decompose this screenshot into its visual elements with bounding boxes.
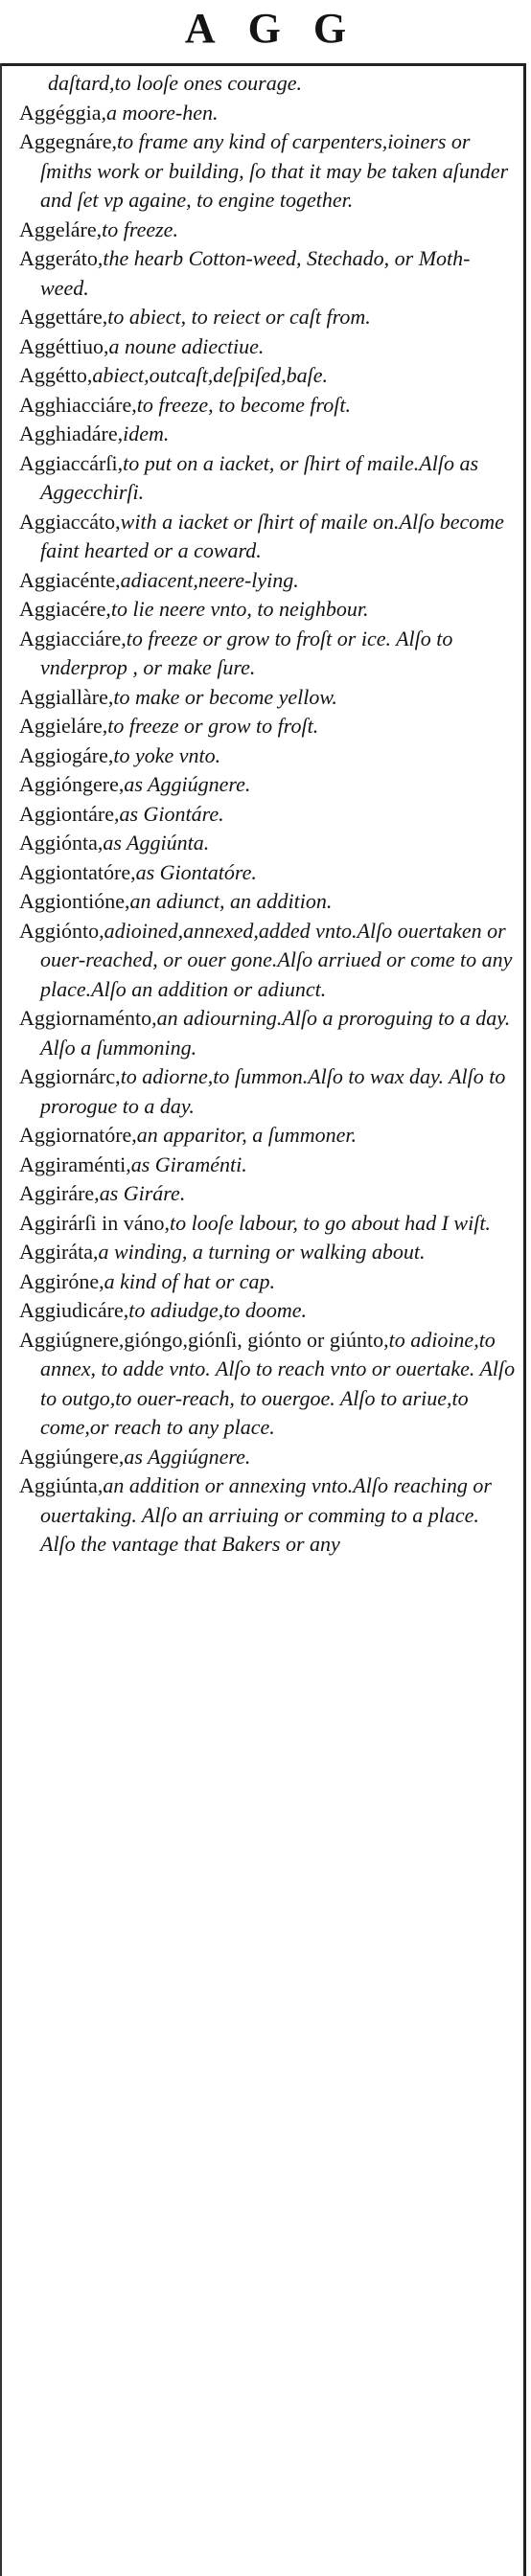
running-head: AGG	[184, 5, 380, 52]
entry-headword: Aggétto,	[19, 363, 93, 387]
entry-definition: with a iacket or ſhirt of maile on.Alſo become faint hearted or a coward.	[40, 509, 504, 562]
dictionary-entry	[19, 887, 518, 917]
entry-headword: Aggirárſi in váno,	[19, 1210, 171, 1235]
entry-definition: the hearb Cotton-weed, Stechado, or Moth-weed.	[40, 246, 471, 300]
entry-headword: Aggiornatóre,	[19, 1123, 137, 1147]
entry-definition: an addition or annexing vnto.Alſo reaching or ouertaking. Alſo an arriuing or comming to a place. Alſo the vantage that Bakers or any	[40, 1473, 492, 1556]
entry-headword: Aggeráto,	[19, 246, 104, 270]
dictionary-entry	[19, 332, 518, 362]
dictionary-entry	[19, 1062, 518, 1121]
dictionary-entry	[19, 1121, 518, 1151]
dictionary-entry	[19, 625, 518, 683]
dictionary-entry	[19, 1326, 518, 1443]
entry-definition: abiect,outcaſt,deſpiſed,baſe.	[92, 363, 328, 387]
dictionary-entry	[19, 361, 518, 391]
entry-headword: Aggéttiuo,	[19, 333, 109, 358]
entry-headword: Aggiallàre,	[19, 684, 114, 709]
dictionary-entry	[19, 566, 518, 596]
entry-definition: adioined,annexed,added vnto.Alſo ouertaken or ouer-reached, or ouer gone.Alſo arriued or come to any place.Alſo an addition or adiunct.	[40, 918, 513, 1001]
dictionary-entry	[19, 99, 518, 128]
entry-headword: Aggiúngere,	[19, 1444, 125, 1469]
dictionary-entry	[19, 420, 518, 449]
entry-headword: Aggiudicáre,	[19, 1298, 129, 1322]
entry-definition: to abiect, to reiect or caſt from.	[107, 305, 371, 329]
entry-definition: an adiourning.Alſo a proroguing to a day. Alſo a ſummoning.	[40, 1006, 511, 1060]
entry-definition: to adiorne,to ſummon.Alſo to wax day. Alſo to prorogue to a day.	[40, 1064, 506, 1118]
entry-definition: daſtard,to looſe ones courage.	[48, 71, 302, 95]
dictionary-entry	[19, 508, 518, 566]
dictionary-entry	[19, 216, 518, 245]
entry-definition: to freeze or grow to froſt.	[107, 714, 319, 738]
entry-headword: Aggióngere,	[19, 772, 125, 796]
entry-headword: Aggettáre,	[19, 305, 108, 329]
entry-definition: to freeze, to become froſt.	[136, 392, 351, 417]
page-header	[0, 0, 531, 56]
entry-headword: Aggiontáre,	[19, 801, 120, 826]
entry-definition: a moore-hen.	[106, 100, 219, 125]
entry-headword: Aggegnáre,	[19, 129, 118, 153]
continued-entry	[19, 69, 518, 99]
entry-headword: Aggiacciáre,	[19, 626, 127, 650]
dictionary-entry	[19, 1296, 518, 1326]
entry-headword: Aggiaccárſi,	[19, 450, 124, 475]
dictionary-entry	[19, 1238, 518, 1267]
dictionary-entry	[19, 244, 518, 303]
entry-headword: Aggiontióne,	[19, 889, 130, 913]
dictionary-entry	[19, 741, 518, 771]
entry-definition: as Aggiúgnere.	[124, 772, 251, 796]
entry-definition: as Aggiúnta.	[103, 831, 210, 855]
entry-definition: to put on a iacket, or ſhirt of maile.Alſo as Aggecchirſi.	[40, 450, 479, 504]
entry-headword: Aggiráta,	[19, 1240, 99, 1264]
dictionary-entry	[19, 1209, 518, 1239]
entry-headword: Aggiornaménto,	[19, 1006, 157, 1030]
dictionary-entry	[19, 449, 518, 508]
entry-headword: Aggiogáre,	[19, 742, 114, 767]
entry-definition: to freeze or grow to froſt or ice. Alſo to vnderprop , or make ſure.	[40, 626, 453, 679]
entry-definition: to lie neere vnto, to neighbour.	[110, 597, 369, 621]
entry-headword: Aggiúgnere,gióngo,giónſi, giónto or giúnto,	[19, 1327, 389, 1352]
entry-definition: an adiunct, an addition.	[129, 889, 333, 913]
dictionary-entry	[19, 858, 518, 888]
entry-definition: a noune adiectiue.	[108, 333, 265, 358]
dictionary-entry	[19, 1004, 518, 1062]
entry-headword: Aggiraménti,	[19, 1151, 131, 1176]
entry-definition: an apparitor, a ſummoner.	[136, 1123, 357, 1147]
entry-headword: Aggieláre,	[19, 714, 108, 738]
entry-headword: Aggiónto,	[19, 918, 104, 943]
entry-definition: as Giontáre.	[119, 801, 224, 826]
dictionary-entry	[19, 829, 518, 858]
entry-headword: Aggiacére,	[19, 597, 111, 621]
entry-headword: Aggiónta,	[19, 831, 104, 855]
entry-definition: as Aggiúgnere.	[124, 1444, 251, 1469]
entry-definition: as Giraménti.	[130, 1151, 247, 1176]
entry-definition: as Giráre.	[99, 1181, 186, 1205]
dictionary-entry	[19, 595, 518, 625]
entry-headword: Aggeláre,	[19, 217, 103, 241]
entry-definition: to adiudge,to doome.	[128, 1298, 307, 1322]
dictionary-entry	[19, 770, 518, 800]
entry-headword: Aggéggia,	[19, 100, 107, 125]
entry-headword: Aggiúnta,	[19, 1473, 104, 1497]
entry-headword: Aggiaccáto,	[19, 509, 121, 534]
dictionary-entry	[19, 127, 518, 216]
entry-headword: Aggiontatóre,	[19, 859, 136, 884]
entry-headword: Aggiacénte,	[19, 567, 121, 592]
entry-headword: Aggiróne,	[19, 1268, 104, 1293]
left-column-rule	[0, 63, 2, 2576]
dictionary-entry	[19, 683, 518, 713]
entry-definition: as Giontatóre.	[135, 859, 257, 884]
entry-definition: a winding, a turning or walking about.	[98, 1240, 426, 1264]
dictionary-entry	[19, 303, 518, 332]
dictionary-entry	[19, 800, 518, 830]
top-rule	[0, 63, 525, 66]
entry-definition: to looſe labour, to go about had I wiſt.	[170, 1210, 491, 1235]
entry-definition: to yoke vnto.	[113, 742, 221, 767]
dictionary-entry	[19, 1179, 518, 1209]
dictionary-entry	[19, 1443, 518, 1472]
entry-headword: Aggiornárc,	[19, 1064, 121, 1088]
entry-definition: to adioine,to annex, to adde vnto. Alſo to reach vnto or ouertake. Alſo to outgo,to ouer-reach, to ouergoe. Alſo to ariue,to come,or reach to any place.	[40, 1327, 516, 1439]
entry-definition: a kind of hat or cap.	[104, 1268, 276, 1293]
entry-headword: Aggiráre,	[19, 1181, 100, 1205]
entry-definition: to make or become yellow.	[113, 684, 337, 709]
right-column-rule	[523, 63, 526, 2576]
dictionary-entry	[19, 391, 518, 421]
entry-headword: Agghiacciáre,	[19, 392, 137, 417]
dictionary-column	[19, 69, 518, 1560]
entry-definition: idem.	[123, 422, 170, 445]
entry-definition: to frame any kind of carpenters,ioiners or ſmiths work or building, ſo that it may be taken aſunder and ſet vp againe, to engine together.	[40, 129, 509, 212]
dictionary-entry	[19, 712, 518, 741]
dictionary-entry	[19, 917, 518, 1005]
entry-definition: to freeze.	[102, 217, 178, 241]
dictionary-entry	[19, 1151, 518, 1180]
entry-definition: adiacent,neere-lying.	[120, 567, 299, 592]
dictionary-entry	[19, 1471, 518, 1560]
dictionary-entry	[19, 1267, 518, 1297]
entry-headword: Agghiadáre,	[19, 422, 124, 445]
